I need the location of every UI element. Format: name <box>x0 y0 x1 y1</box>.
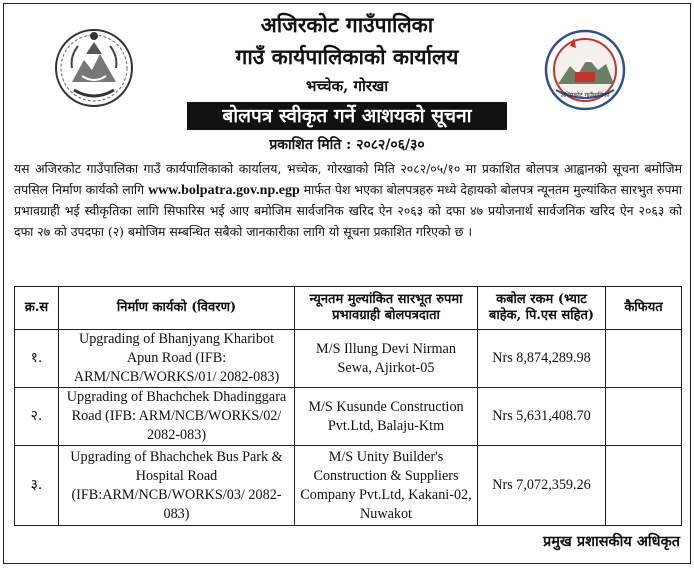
row-amount: Nrs 7,072,359.26 <box>478 446 606 526</box>
row-work: Upgrading of Bhachchek Bus Park & Hospital Road (IFB:ARM/NCB/WORKS/03/ 2082-083) <box>59 446 295 526</box>
egp-link[interactable]: www.bolpatra.gov.np.egp <box>148 182 300 198</box>
header-sn: क्र.स <box>15 287 59 330</box>
header-remarks: कैफियत <box>606 287 682 330</box>
table-header-row <box>15 287 682 330</box>
row-amount: Nrs 5,631,408.70 <box>478 388 606 446</box>
row-work: Upgrading of Bhachchek Dhadinggara Road (IFB: ARM/NCB/WORKS/02/ 2082-083) <box>59 388 295 446</box>
row-sn: १. <box>15 330 59 388</box>
notice-title-banner: बोलपत्र स्वीकृत गर्ने आशयको सूचना <box>187 102 507 130</box>
row-bidder: M/S Illung Devi Nirman Sewa, Ajirkot-05 <box>295 330 478 388</box>
intro-text-end: मार्फत पेश भएका बोलपत्रहरु मध्ये देहायको बोलपत्र न्यूनतम मुल्यांकित सारभुत रुपमा प्रभावग्राही भई स्वीकृतिका लागि सिफारिस भई आए बमोजिम सार्वजनिक खरिद ऐन २०६३ को दफा ४७ प्रयोजनार्थ सार्वजनिक खरिद ऐन २०६३ को दफा २७ को उपदफा (२) बमोजिम सम्बन्धित सबैको जानकारीका लागि यो सूचना प्रकाशित गरिएको छ । <box>14 181 682 239</box>
row-work: Upgrading of Bhanjyang Kharibot Apun Road (IFB: ARM/NCB/WORKS/01/ 2082-083) <box>59 330 295 388</box>
row-amount: Nrs 8,874,289.98 <box>478 330 606 388</box>
intro-text-start: यस अजिरकोट गाउँपालिका गाउँ कार्यपालिकाको कार्यालय, भच्चेक, गोरखाको मिति २०८२/०५/१० मा प्रकाशित बोलपत्र आह्वानको सूचना बमोजिम तपसिल निर्माण कार्यको लागि <box>14 161 682 197</box>
table-row <box>15 330 682 388</box>
row-bidder: M/S Kusunde Construction Pvt.Ltd, Balaju-Ktm <box>295 388 478 446</box>
notice-header <box>4 4 690 154</box>
row-remarks <box>606 446 682 526</box>
intro-paragraph <box>14 159 682 242</box>
notice-page <box>3 3 691 564</box>
office-address: भच्चेक, गोरखा <box>305 77 389 95</box>
bid-table <box>14 286 682 526</box>
row-remarks <box>606 330 682 388</box>
table-row <box>15 388 682 446</box>
seal-text: अजिरकोट गाउँपालिका <box>560 92 610 99</box>
row-bidder: M/S Unity Builder's Construction & Suppliers Company Pvt.Ltd, Kakani-02, Nuwakot <box>295 446 478 526</box>
published-date: प्रकाशित मिति : २०८२/०६/३० <box>269 137 425 153</box>
signatory-title: प्रमुख प्रशासकीय अधिकृत <box>543 533 680 550</box>
header-work: निर्माण कार्यको (विवरण) <box>59 287 295 330</box>
table-row <box>15 446 682 526</box>
header-bidder: न्यूनतम मुल्यांकित सारभूत रुपमा प्रभावग्राही बोलपत्रदाता <box>295 287 478 330</box>
row-remarks <box>606 388 682 446</box>
header-amount: कबोल रकम (भ्याट बाहेक, पि.एस सहित) <box>478 287 606 330</box>
org-name: अजिरकोट गाउँपालिका <box>260 12 434 37</box>
office-name: गाउँ कार्यपालिकाको कार्यालय <box>235 44 459 69</box>
row-sn: २. <box>15 388 59 446</box>
row-sn: ३. <box>15 446 59 526</box>
